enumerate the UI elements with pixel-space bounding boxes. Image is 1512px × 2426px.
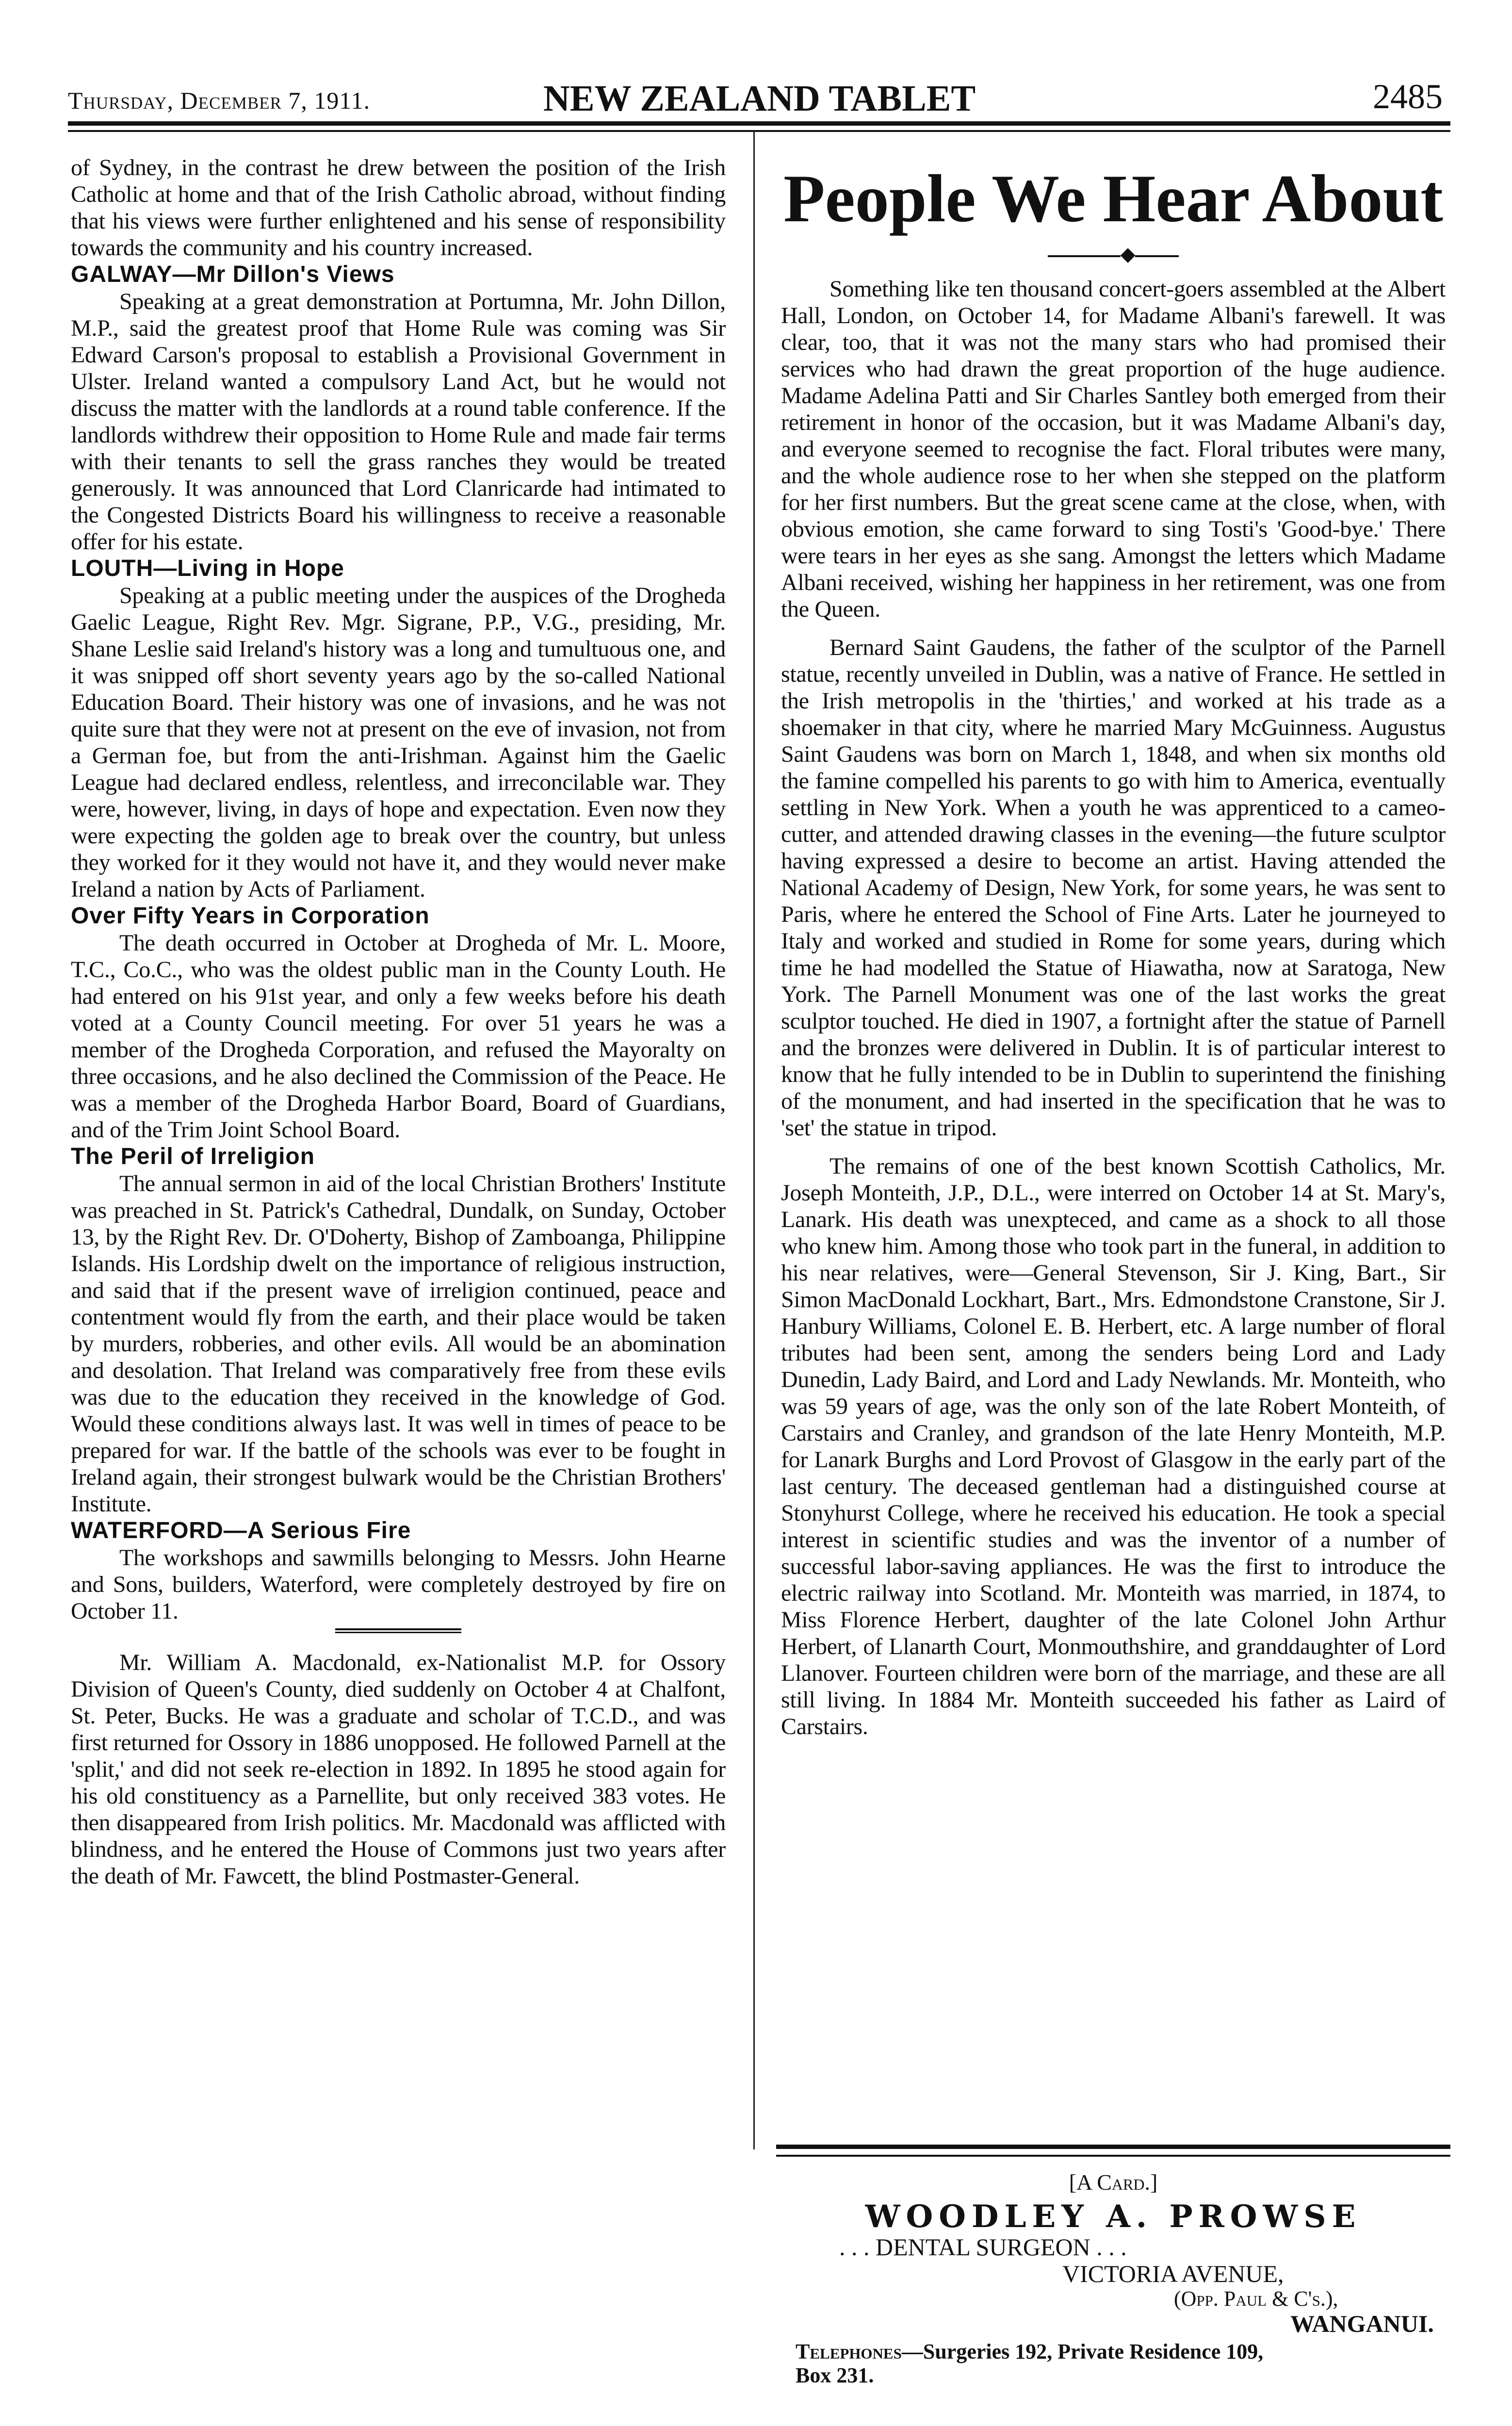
left-column xyxy=(71,154,726,1889)
card-profession: . . . DENTAL SURGEON . . . xyxy=(839,2233,1127,2261)
ornament-divider: ◆ xyxy=(781,241,1446,268)
section-heading: GALWAY—Mr Dillon's Views xyxy=(71,262,395,287)
article-paragraph: Bernard Saint Gaudens, the father of the sculptor of the Parnell statue, recently unveiled in Dublin, was a native of France. He settled in the Irish metropolis in the 'thirties,' and worked at his trade as a shoemaker in that city, where he married Mary McGuinness. Augustus Saint Gaudens was born on March 1, 1848, and when six months old the famine compelled his parents to go with him to America, eventually settling in New York. When a youth he was apprenticed to a cameo-cutter, and attended drawing classes in the evening—the future sculptor having expressed a desire to become an artist. Having attended the National Academy of Design, New York, for some years, he was sent to Paris, where he entered the School of Fine Arts. Later he journeyed to Italy and worked and studied in Rome for some years, during which time he had modelled the Statue of Hiawatha, now at Saratoga, New York. The Parnell Monument was one of the last works the great sculptor touched. He died in 1907, a fortnight after the statue of Parnell and the bronzes were delivered in Dublin. It is of particular interest to know that he fully intended to be in Dublin to superintend the finishing of the monument, and had inserted in the specification that he was to 'set' the statue in tripod. xyxy=(781,635,1446,1141)
right-column xyxy=(781,160,1446,1740)
section-heading: Over Fifty Years in Corporation xyxy=(71,903,430,929)
page-number: 2485 xyxy=(1373,77,1443,116)
header-rule xyxy=(68,121,1450,126)
card-label: [A Card.] xyxy=(1069,2170,1158,2195)
section-separator xyxy=(335,1632,461,1633)
final-paragraph: Mr. William A. Macdonald, ex-Nationalist M.P. for Ossory Division of Queen's County, died suddenly on October 4 at Chalfont, St. Peter, Bucks. He was a graduate and scholar of T.C.D., and was first returned for Ossory in 1886 unopposed. He followed Parnell at the 'split,' and did not seek re-election in 1892. In 1895 he stood again for his old constituency as a Parnellite, but only received 383 votes. He then disappeared from Irish politics. Mr. Macdonald was afflicted with blindness, and he entered the House of Commons just two years after the death of Mr. Fawcett, the blind Postmaster-General. xyxy=(71,1650,726,1889)
card-town: WANGANUI. xyxy=(1290,2310,1434,2338)
card-name: WOODLEY A. PROWSE xyxy=(865,2198,1362,2235)
section-body: Speaking at a public meeting under the auspices of the Drogheda Gaelic League, Right Rev. Mgr. Sigrane, P.P., V.G., presiding, Mr. Shane Leslie said Ireland's history was a long and tumultuous one, and it was snipped off short seventy years ago by the so-called National Education Board. Their history was one of invasions, and he was not quite sure that they were not at present on the eve of invasion, not from a German foe, but from the anti-Irishman. Against him the Gaelic League had declared endless, relentless, and irreconcilable war. They were, however, living, in days of hope and expectation. Even now they were expecting the golden age to break over the country, but unless they worked for it they would not have it, and they would never make Ireland a nation by Acts of Parliament. xyxy=(71,583,726,902)
card-box: Box 231. xyxy=(796,2363,874,2387)
section-body: Speaking at a great demonstration at Portumna, Mr. John Dillon, M.P., said the greatest proof that Home Rule was coming was Sir Edward Carson's proposal to establish a Provisional Government in Ulster. Ireland wanted a compulsory Land Act, but he would not discuss the matter with the landlords at a round table conference. If the landlords withdrew their opposition to Home Rule and made fair terms with their tenants to sell the grass ranches they would be treated generously. It was announced that Lord Clanricarde had intimated to the Congested Districts Board his willingness to receive a reasonable offer for his estate. xyxy=(71,289,726,555)
card-rule xyxy=(776,2145,1450,2149)
section-separator xyxy=(335,1628,461,1630)
section-body: The annual sermon in aid of the local Christian Brothers' Institute was preached in St. Patrick's Cathedral, Dundalk, on Sunday, October 13, by the Right Rev. Dr. O'Doherty, Bishop of Zamboanga, Philippine Islands. His Lordship dwelt on the importance of religious instruction, and said that if the present wave of irreligion continued, peace and contentment would fly from the earth, and their place would be taken by murders, robberies, and other evils. All would be an abomination and desolation. That Ireland was comparatively free from these evils was due to the education they received in the knowledge of God. Would these conditions always last. It was well in times of peace to be prepared for war. If the battle of the schools was ever to be fought in Ireland again, their strongest bulwark would be the Christian Brothers' Institute. xyxy=(71,1171,726,1517)
section-body: The workshops and sawmills belonging to Messrs. John Hearne and Sons, builders, Waterford, were completely destroyed by fire on October 11. xyxy=(71,1545,726,1624)
card-opposite: (Opp. Paul & C's.), xyxy=(1174,2286,1338,2311)
advertisement-card xyxy=(776,2145,1450,2387)
column-title: People We Hear About xyxy=(783,161,1443,236)
card-street: VICTORIA AVENUE, xyxy=(1062,2260,1284,2287)
section-heading: The Peril of Irreligion xyxy=(71,1144,315,1169)
section-heading: WATERFORD—A Serious Fire xyxy=(71,1518,411,1543)
section-heading: LOUTH—Living in Hope xyxy=(71,556,344,581)
article-paragraph: Something like ten thousand concert-goers assembled at the Albert Hall, London, on October 14, for Madame Albani's farewell. It was clear, too, that it was not the many stars who had promised their services who had drawn the great proportion of the huge audience. Madame Adelina Patti and Sir Charles Santley both emerged from their retirement in honor of the occasion, but it was Madame Albani's day, and everyone seemed to recognise the fact. Floral tributes were many, and the whole audience rose to her when she stepped on the platform for her first numbers. But the great scene came at the close, when, with obvious emotion, she came forward to sing Tosti's 'Good-bye.' There were tears in her eyes as she sang. Amongst the letters which Madame Albani received, wishing her happiness in her retirement, was one from the Queen. xyxy=(781,276,1446,622)
article-paragraph: The remains of one of the best known Scottish Catholics, Mr. Joseph Monteith, J.P., D.L., were interred on October 14 at St. Mary's, Lanark. His death was unexpteced, and came as a shock to all those who knew him. Among those who took part in the funeral, in addition to his near relatives, were—General Stevenson, Sir J. King, Bart., Sir Simon MacDonald Lockhart, Bart., Mrs. Edmondstone Cranstone, Sir J. Hanbury Williams, Colonel E. B. Herbert, etc. A large number of floral tributes had been sent, among the senders being Lord and Lady Dunedin, Lady Baird, and Lord and Lady Newlands. Mr. Monteith, who was 59 years of age, was the only son of the late Robert Monteith, of Carstairs and Cranley, and grandson of the late Henry Monteith, M.P. for Lanark Burghs and Lord Provost of Glasgow in the early part of the last century. The deceased gentleman had a distinguished course at Stonyhurst College, where he received his education. He took a special interest in scientific studies and was the inventor of a number of successful labor-saving appliances. He was the first to introduce the electric railway into Scotland. Mr. Monteith was married, in 1874, to Miss Florence Herbert, daughter of the late Colonel John Arthur Herbert, of Llanarth Court, Monmouthshire, and granddaughter of Lord Llanover. Fourteen children were born of the marriage, and these are all still living. In 1884 Mr. Monteith succeeded his father as Laird of Carstairs. xyxy=(781,1153,1446,1739)
continued-paragraph: of Sydney, in the contrast he drew between the position of the Irish Catholic at home and that of the Irish Catholic abroad, without finding that his views were further enlightened and his sense of responsibility towards the community and his country increased. xyxy=(71,155,726,261)
phone-details: —Surgeries 192, Private Residence 109, xyxy=(901,2340,1264,2364)
header-rule-thin xyxy=(68,130,1450,132)
section-body: The death occurred in October at Drogheda of Mr. L. Moore, T.C., Co.C., who was the oldest public man in the County Louth. He had entered on his 91st year, and only a few weeks before his death voted at a County Council meeting. For over 51 years he was a member of the Drogheda Corporation, and refused the Mayoralty on three occasions, and he also declined the Commission of the Peace. He was a member of the Drogheda Harbor Board, Board of Guardians, and of the Trim Joint School Board. xyxy=(71,930,726,1143)
card-rule-thin xyxy=(776,2155,1450,2157)
publication-title: NEW ZEALAND TABLET xyxy=(543,78,976,119)
card-phone xyxy=(796,2340,1450,2363)
column-divider xyxy=(753,131,755,2149)
phone-label: Telephones xyxy=(796,2340,902,2364)
issue-date: Thursday, December 7, 1911. xyxy=(68,87,371,114)
